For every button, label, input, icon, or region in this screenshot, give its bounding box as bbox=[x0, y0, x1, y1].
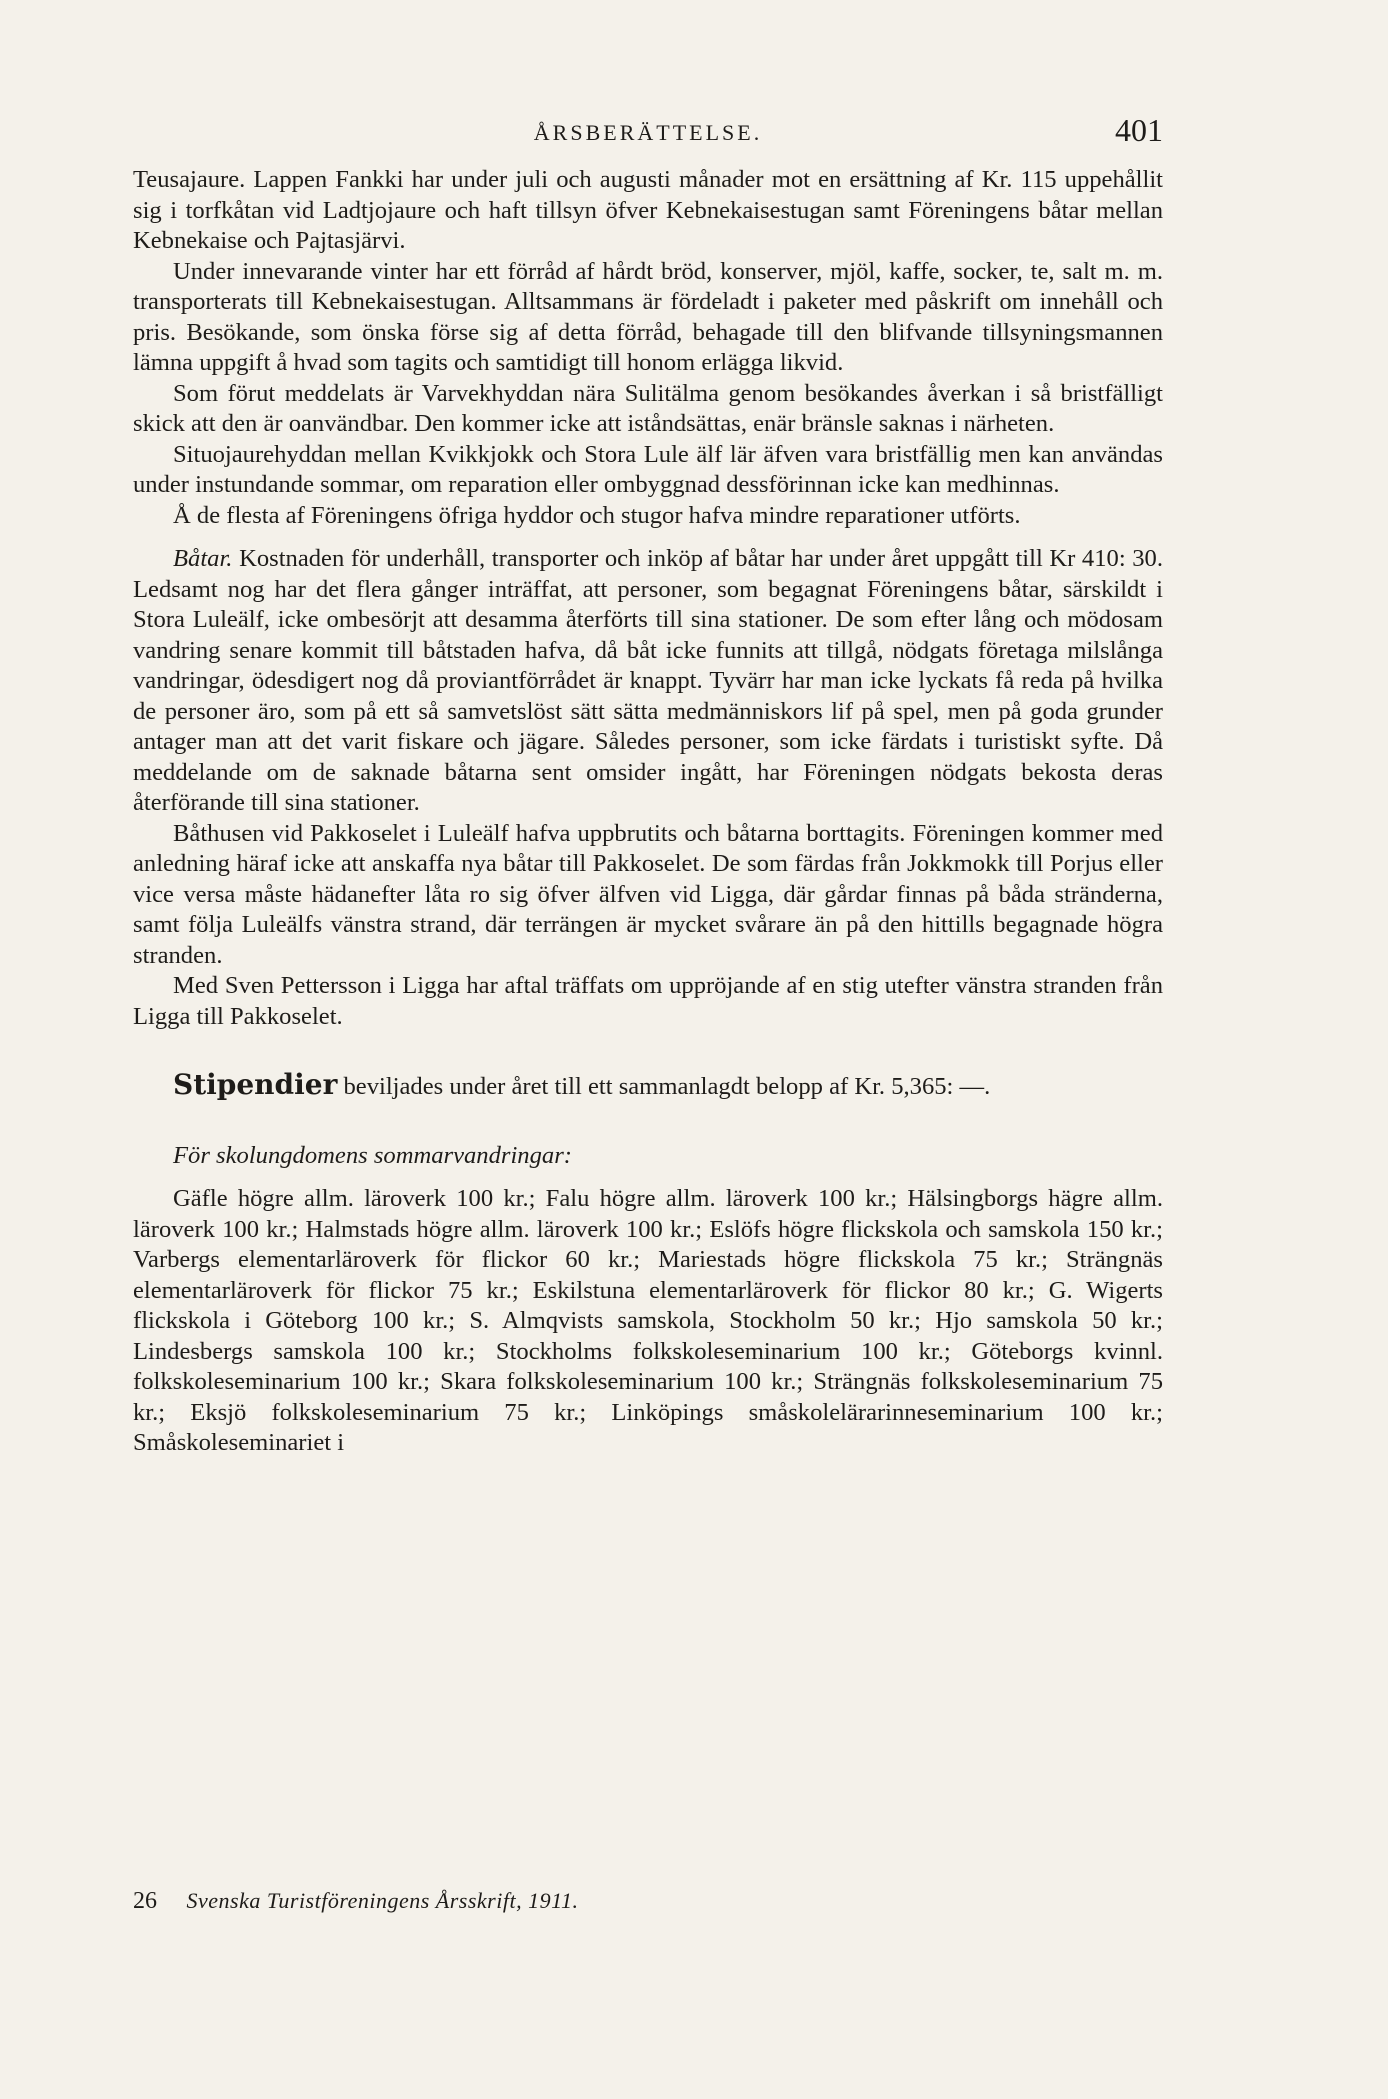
paragraph-batar bbox=[133, 544, 1163, 819]
batar-text: Kostnaden för underhåll, transporter och inköp af båtar har under året uppgått till Kr 410: 30. Ledsamt nog har det flera gånger inträffat, att personer, som begagnat Föreningens båtar, särskildt i Stora Luleälf, icke ombesörjt att desamma återförts till sina stationer. De som efter lång och mödosam vandring senare kommit till båtstaden hafva, då båt icke funnits att tillgå, nödgats företaga milslånga vandringar, ödesdigert nog då proviantförrådet är knappt. Tyvärr har man icke lyckats få reda på hvilka de personer äro, som på ett så samvetslöst sätt sätta medmänniskors lif på spel, men på goda grunder antager man att det varit fiskare och jägare. Således personer, som icke färdats i turistiskt syfte. Då meddelande om de saknade båtarna sent omsider ingått, har Föreningen nödgats bekosta deras återförande till sina stationer. bbox=[133, 545, 1163, 816]
paragraph-varvekhyddan: Som förut meddelats är Varvekhyddan nära Sulitälma genom besökandes åverkan i så bristfälligt skick att den är oanvändbar. Den kommer icke att iståndsättas, enär bränsle saknas i närheten. bbox=[133, 379, 1163, 437]
footer-journal: Svenska Turistföreningens Årsskrift, 1911. bbox=[186, 1888, 579, 1913]
stipendier-text: beviljades under året till ett sammanlagdt belopp af Kr. 5,365: —. bbox=[343, 1073, 991, 1100]
stipendier-heading: Stipendier bbox=[173, 1068, 338, 1101]
paragraph-teusajaure: Teusajaure. Lappen Fankki har under juli och augusti månader mot en ersättning af Kr. 115 uppehållit sig i torfkåtan vid Ladtjojaure och haft tillsyn öfver Kebnekaisestugan samt Föreningens båtar mellan Kebnekaise och Pajtasjärvi. bbox=[133, 166, 1163, 254]
page-number: 401 bbox=[1115, 112, 1163, 148]
running-title: ÅRSBERÄTTELSE. bbox=[533, 120, 763, 145]
footer bbox=[133, 1888, 1163, 1915]
paragraph-stipendier bbox=[133, 1070, 1163, 1103]
stipend-list: Gäfle högre allm. läroverk 100 kr.; Falu högre allm. läroverk 100 kr.; Hälsingborgs hägre allm. läroverk 100 kr.; Halmstads högre allm. läroverk 100 kr.; Eslöfs högre flickskola och samskola 150 kr.; Varbergs elementarläroverk för flickor 60 kr.; Mariestads högre flickskola 75 kr.; Strängnäs elementarläroverk för flickor 75 kr.; Eskilstuna elementarläroverk för flickor 80 kr.; G. Wigerts flickskola i Göteborg 100 kr.; S. Almqvists samskola, Stockholm 50 kr.; Hjo samskola 50 kr.; Lindesbergs samskola 100 kr.; Stockholms folkskoleseminarium 100 kr.; Göteborgs kvinnl. folkskoleseminarium 100 kr.; Skara folkskoleseminarium 100 kr.; Strängnäs folkskoleseminarium 75 kr.; Eksjö folkskoleseminarium 75 kr.; Linköpings småskolelärarinneseminarium 100 kr.; Småskoleseminariet i bbox=[133, 1185, 1163, 1456]
page-edge bbox=[1388, 0, 1400, 2099]
footer-page-number: 26 bbox=[133, 1888, 157, 1914]
list-heading: För skolungdomens sommarvandringar: bbox=[173, 1141, 572, 1169]
paragraph-forrad: Under innevarande vinter har ett förråd af hårdt bröd, konserver, mjöl, kaffe, socker, te, salt m. m. transporterats till Kebnekaisestugan. Alltsammans är fördeladt i paketer med påskrift om innehåll och pris. Besökande, som önska förse sig af detta förråd, behagade till den blifvande tillsyningsmannen lämna uppgift å hvad som tagits och samtidigt till honom erlägga likvid. bbox=[133, 257, 1163, 376]
body-text bbox=[133, 165, 1163, 1459]
paragraph-reparationer: Å de flesta af Föreningens öfriga hyddor och stugor hafva mindre reparationer utförts. bbox=[173, 501, 1021, 529]
running-head bbox=[133, 112, 1163, 152]
batar-heading: Båtar. bbox=[173, 545, 233, 572]
paragraph-situojaurehyddan: Situojaurehyddan mellan Kvikkjokk och Stora Lule älf lär äfven vara bristfällig men kan användas under instundande sommar, om reparation eller ombyggnad dessförinnan icke kan medhinnas. bbox=[133, 440, 1163, 498]
paragraph-ligga: Med Sven Pettersson i Ligga har aftal träffats om uppröjande af en stig utefter vänstra stranden från Ligga till Pakkoselet. bbox=[133, 972, 1163, 1030]
paragraph-bathusen: Båthusen vid Pakkoselet i Luleälf hafva uppbrutits och båtarna borttagits. Föreningen kommer med anledning häraf icke att anskaffa nya båtar till Pakkoselet. De som färdas från Jokkmokk till Porjus eller vice versa måste hädanefter låta ro sig öfver älfven vid Ligga, där gårdar finnas på båda stränderna, samt följa Luleälfs vänstra strand, där terrängen är mycket svårare än på den hittills begagnade högra stranden. bbox=[133, 819, 1163, 969]
